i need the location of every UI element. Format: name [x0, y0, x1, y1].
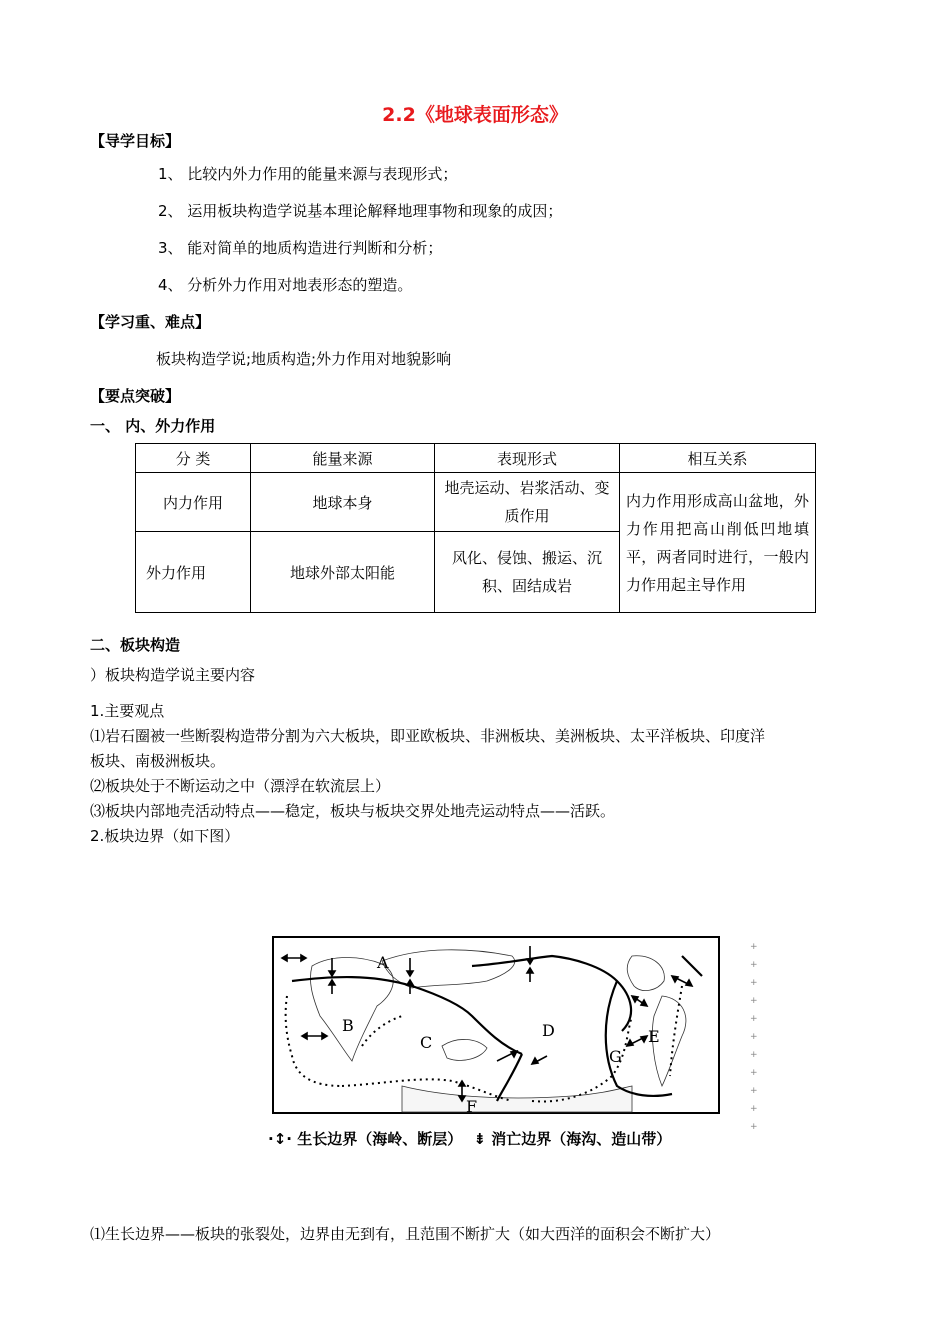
- plate-theory-heading: ）板块构造学说主要内容: [90, 666, 256, 684]
- forces-table: [135, 443, 816, 613]
- plate-label-f: F: [466, 1097, 478, 1114]
- goals-heading: 【导学目标】: [90, 132, 181, 150]
- table-cell-relation: 内力作用形成高山盆地，外力作用把高山削低凹地填平，两者同时进行，一般内力作用起主导作用: [620, 473, 816, 613]
- breakthrough-heading: 【要点突破】: [90, 387, 181, 405]
- table-cell-form: 地壳运动、岩浆活动、变质作用: [435, 473, 620, 532]
- goal-item-2: 2、 运用板块构造学说基本理论解释地理事物和现象的成因；: [158, 202, 563, 220]
- growth-boundary-text: ⑴生长边界——板块的张裂处，边界由无到有，且范围不断扩大（如大西洋的面积会不断扩大）: [90, 1225, 721, 1243]
- table-cell-type: 内力作用: [136, 473, 251, 532]
- map-legend: [268, 1128, 671, 1149]
- table-cell-energy: 地球外部太阳能: [251, 532, 435, 613]
- point1-b: ⑵板块处于不断运动之中（漂浮在软流层上）: [90, 777, 391, 795]
- plate-label-e: E: [648, 1027, 660, 1046]
- plate-boundary-map: [272, 936, 720, 1114]
- plate-label-g: G: [609, 1047, 622, 1066]
- table-cell-energy: 地球本身: [251, 473, 435, 532]
- keypoints-heading: 【学习重、难点】: [90, 313, 211, 331]
- goal-item-3: 3、 能对简单的地质构造进行判断和分析；: [158, 239, 443, 257]
- keypoints-text: 板块构造学说;地质构造;外力作用对地貌影响: [156, 350, 452, 368]
- table-cell-type: 外力作用: [136, 532, 251, 613]
- plate-label-c: C: [420, 1033, 433, 1052]
- point1-title: 1.主要观点: [90, 702, 165, 720]
- table-header-energy: 能量来源: [251, 444, 435, 473]
- table-header-form: 表现形式: [435, 444, 620, 473]
- point1-c: ⑶板块内部地壳活动特点——稳定，板块与板块交界处地壳运动特点——活跃。: [90, 802, 616, 820]
- table-header-category: 分 类: [136, 444, 251, 473]
- page-title: 2.2《地球表面形态》: [382, 104, 568, 126]
- point1-a: ⑴岩石圈被一些断裂构造带分割为六大板块，即亚欧板块、非洲板块、美洲板块、太平洋板块、印度洋: [90, 727, 766, 745]
- goal-item-1: 1、 比较内外力作用的能量来源与表现形式；: [158, 165, 458, 183]
- edge-marks: + + + + + + + + + + +: [750, 942, 758, 1132]
- part1-heading: 一、 内、外力作用: [90, 417, 216, 435]
- subduction-boundary-symbol: ⇟: [473, 1130, 487, 1148]
- plate-label-a: A: [377, 953, 389, 972]
- table-header-relation: 相互关系: [620, 444, 816, 473]
- goal-item-4: 4、 分析外力作用对地表形态的塑造。: [158, 276, 413, 294]
- point1-a-cont: 板块、南极洲板块。: [90, 752, 226, 770]
- table-cell-form: 风化、侵蚀、搬运、沉积、固结成岩: [435, 532, 620, 613]
- plate-label-d: D: [542, 1021, 555, 1040]
- subduction-boundary-legend: 消亡边界（海沟、造山带）: [491, 1130, 672, 1148]
- point2-title: 2.板块边界（如下图）: [90, 827, 240, 845]
- growth-boundary-legend: 生长边界（海岭、断层）: [297, 1130, 463, 1148]
- part2-heading: 二、板块构造: [90, 636, 181, 654]
- plate-label-b: B: [342, 1016, 354, 1035]
- growth-boundary-symbol: ·↕·: [268, 1130, 292, 1148]
